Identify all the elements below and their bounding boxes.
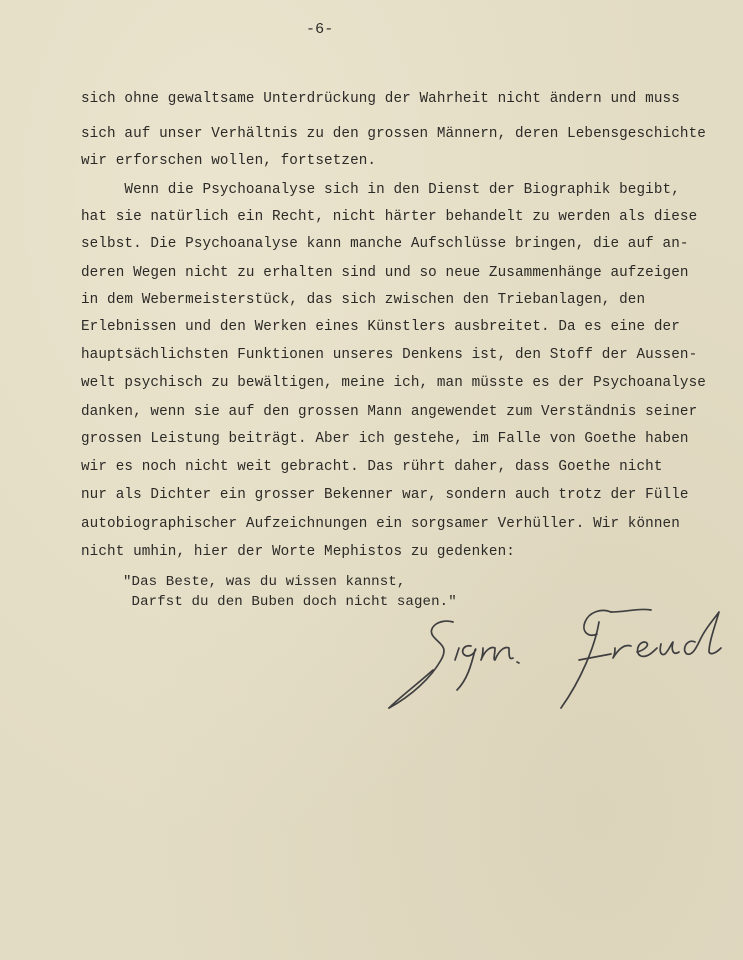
body-line: Erlebnissen und den Werken eines Künstlers ausbreitet. Da es eine der (81, 319, 680, 335)
quote-line: Darfst du den Buben doch nicht sagen." (123, 594, 457, 610)
body-line: welt psychisch zu bewältigen, meine ich, man müsste es der Psychoanalyse (81, 375, 706, 391)
body-line: sich ohne gewaltsame Unterdrückung der Wahrheit nicht ändern und muss (81, 91, 680, 107)
body-line: Wenn die Psychoanalyse sich in den Dienst der Biographik begibt, (81, 182, 680, 198)
body-line: wir es noch nicht weit gebracht. Das rührt daher, dass Goethe nicht (81, 459, 663, 475)
handwritten-signature (375, 598, 740, 716)
body-line: autobiographischer Aufzeichnungen ein sorgsamer Verhüller. Wir können (81, 516, 680, 532)
body-line: wir erforschen wollen, fortsetzen. (81, 153, 377, 169)
body-line: hauptsächlichsten Funktionen unseres Denkens ist, den Stoff der Aussen- (81, 347, 698, 363)
body-line: in dem Webermeisterstück, das sich zwischen den Triebanlagen, den (81, 292, 646, 308)
body-line: nur als Dichter ein grosser Bekenner war, sondern auch trotz der Fülle (81, 487, 689, 503)
body-line: hat sie natürlich ein Recht, nicht härter behandelt zu werden als diese (81, 209, 698, 225)
body-line: grossen Leistung beiträgt. Aber ich gestehe, im Falle von Goethe haben (81, 431, 689, 447)
quote-line: "Das Beste, was du wissen kannst, (123, 574, 406, 590)
body-line: sich auf unser Verhältnis zu den grossen Männern, deren Lebensgeschichte (81, 126, 706, 142)
body-line: nicht umhin, hier der Worte Mephistos zu gedenken: (81, 544, 515, 560)
body-line: selbst. Die Psychoanalyse kann manche Aufschlüsse bringen, die auf an- (81, 236, 689, 252)
body-line: danken, wenn sie auf den grossen Mann angewendet zum Verständnis seiner (81, 404, 698, 420)
page-number: -6- (306, 21, 334, 38)
body-line: deren Wegen nicht zu erhalten sind und so neue Zusammenhänge aufzeigen (81, 265, 689, 281)
